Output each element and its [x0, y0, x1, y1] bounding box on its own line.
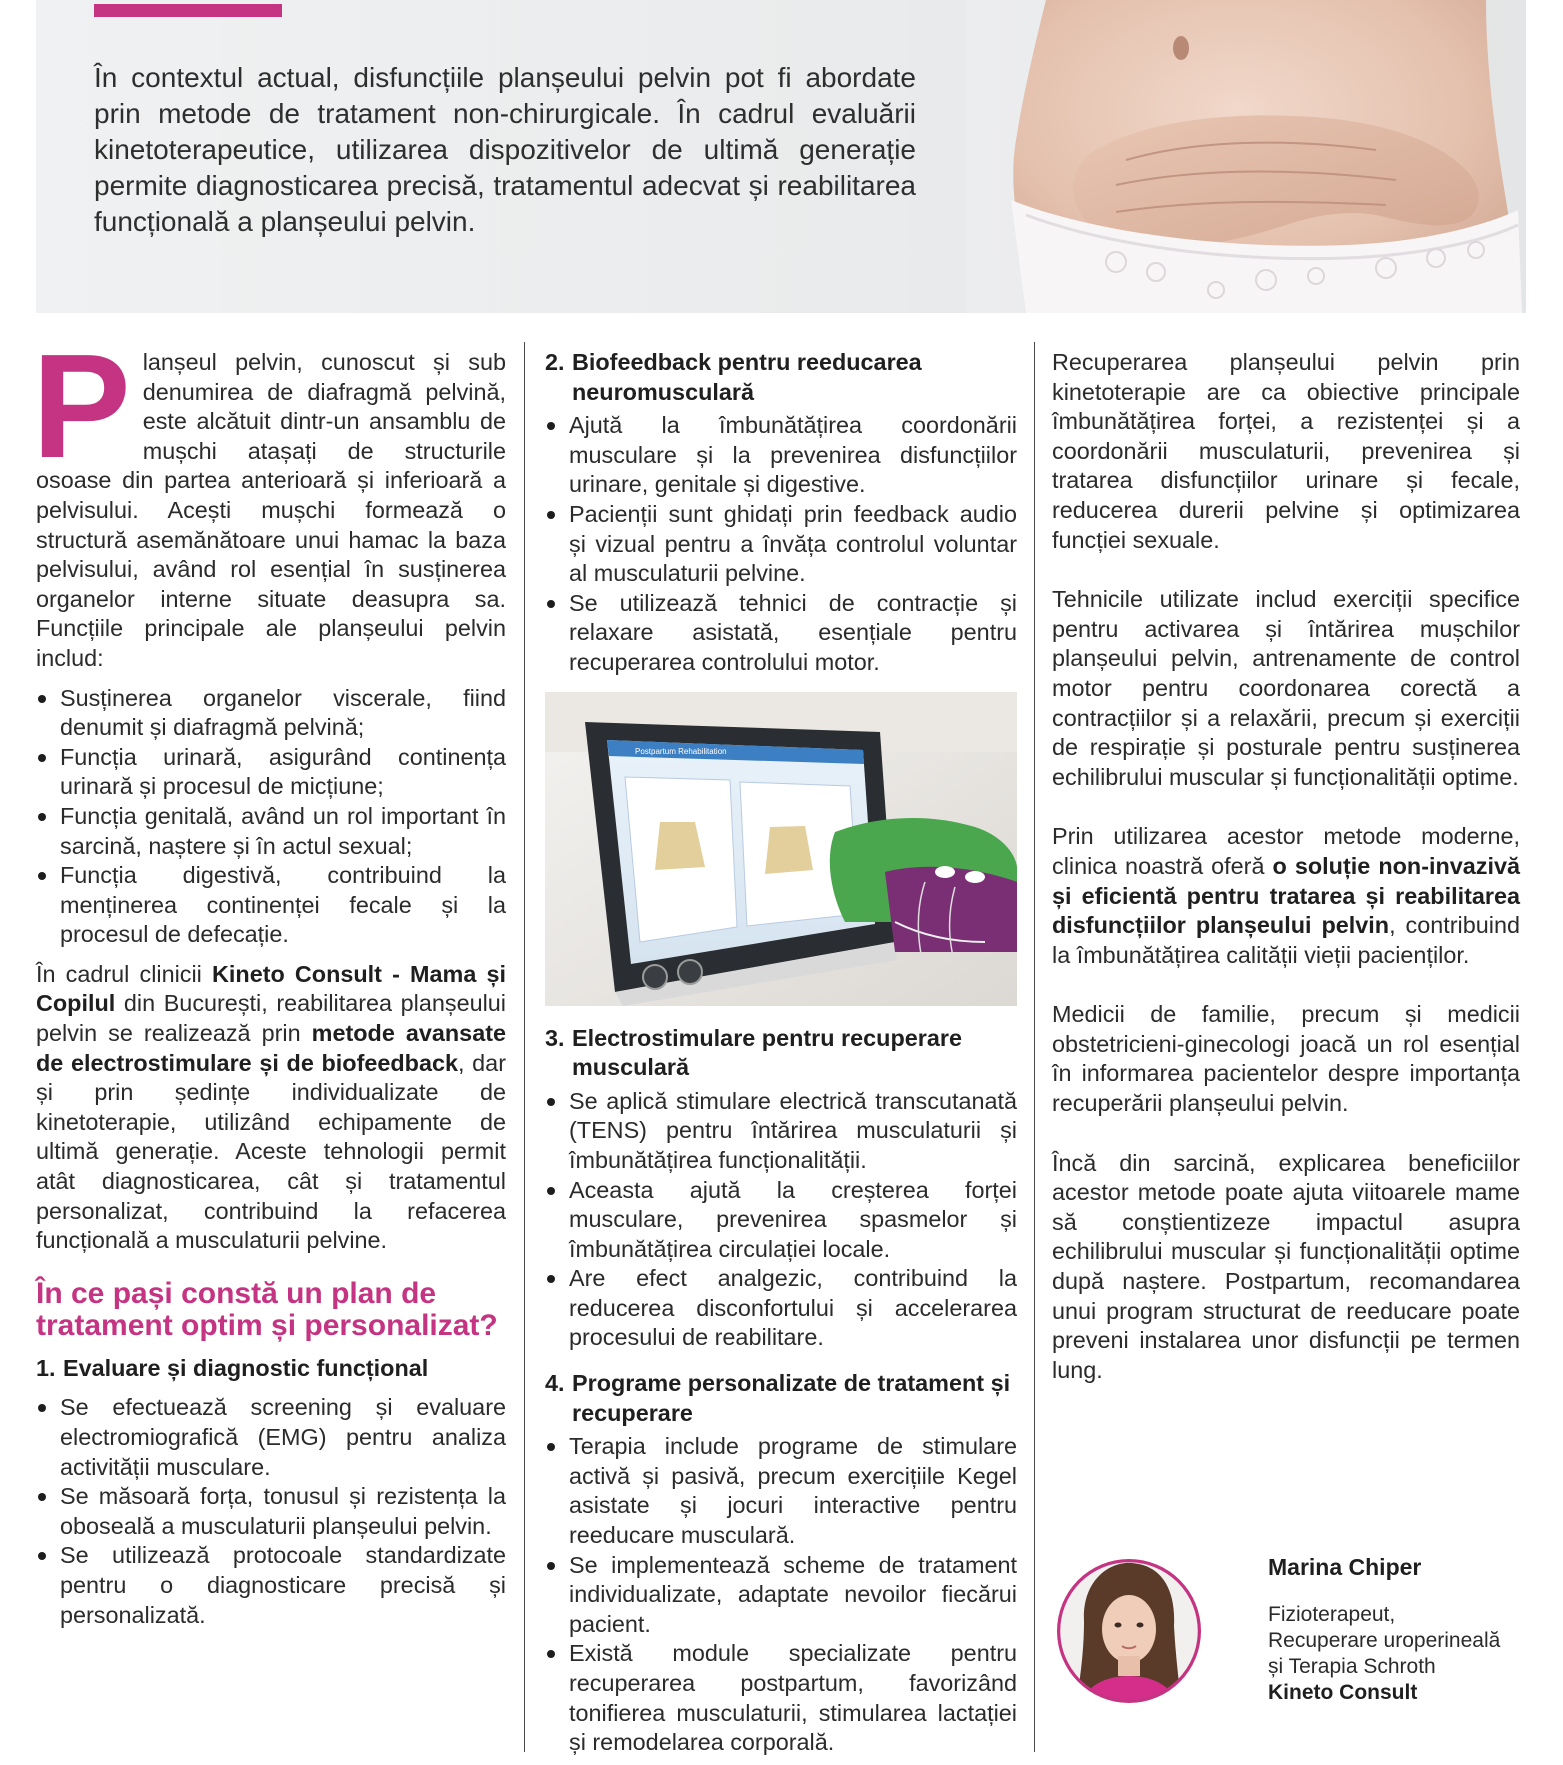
author-info [1268, 1554, 1528, 1706]
column-2 [545, 348, 1017, 1758]
clinic-name: Kineto Consult - Mama și Copilul [36, 960, 506, 1017]
column-3 [1052, 348, 1520, 1385]
intro-text: În contextul actual, disfuncțiile planșeului pelvin pot fi abordate prin metode de tratament non-chirurgicale. În cadrul evaluării kinetoterapeutice, utilizarea dispozitivelor de ultimă generație permite diagnosticarea precisă, tratamentul adecvat și reabilitarea funcțională a planșeului pelvin. [94, 62, 916, 237]
column-1 [32, 324, 506, 1630]
step-1-title: 1. Evaluare și diagnostic funcțional [36, 1354, 429, 1381]
list-item: Funcția urinară, asigurând continența urinară și procesul de micțiune; [36, 743, 506, 802]
step-1-list [36, 1393, 506, 1630]
column-divider-1 [524, 342, 525, 1752]
list-item: Se utilizează protocoale standardizate pentru o diagnosticare precisă și personalizată. [36, 1541, 506, 1630]
author-role: Fizioterapeut, [1268, 1603, 1396, 1626]
objectives-paragraph: Recuperarea planșeului pelvin prin kinetoterapie are ca obiective principale îmbunătățirea forței, a rezistenței și a coordonării musculaturii, prevenirea și tratarea disfuncțiilor urinare și fecale, reducerea durerii pelvine și optimizarea funcției sexuale. [1052, 349, 1520, 553]
methods-highlight: metode avansate de electrostimulare și de biofeedback [36, 1020, 506, 1076]
clinic-paragraph: În cadrul clinicii Kineto Consult - Mama și Copilul din București, reabilitarea planșeului pelvin se realizează prin metode avansate de electrostimulare și de biofeedback, dar și prin ședințe individualizate de kinetoterapie, utilizând echipamente de ultimă generație. Aceste tehnologii permit atât diagnosticarea, cât și tratamentul personalizat, contribuind la refacerea funcțională a musculaturii pelvine. [36, 960, 506, 1254]
list-item: Se aplică stimulare electrică transcutanată (TENS) pentru întărirea musculaturii și îmbunătățirea funcționalității. [545, 1087, 1017, 1176]
list-item: Se efectuează screening și evaluare electromiografică (EMG) pentru analiza activității musculare. [36, 1393, 506, 1482]
step-2-title: 2. Biofeedback pentru reeducarea neuromusculară [545, 349, 922, 405]
list-item: Susținerea organelor viscerale, fiind denumit și diafragmă pelvină; [36, 684, 506, 743]
abdomen-photo [966, 0, 1526, 313]
list-item: Ajută la îmbunătățirea coordonării musculare și la prevenirea disfuncțiilor urinare, genitale și digestive. [545, 411, 1017, 500]
list-item: Funcția genitală, având un rol important în sarcină, naștere și în actul sexual; [36, 802, 506, 861]
list-item: Se implementează scheme de tratament individualizate, adaptate nevoilor fiecărui pacient. [545, 1551, 1017, 1640]
list-item: Funcția digestivă, contribuind la menținerea continenței fecale și la procesul de defecație. [36, 861, 506, 950]
drop-cap: P [32, 324, 131, 489]
list-item: Aceasta ajută la creșterea forței musculare, prevenirea spasmelor și îmbunătățirea circulației locale. [545, 1176, 1017, 1265]
header-banner [36, 0, 1526, 313]
author-clinic: Kineto Consult [1268, 1681, 1418, 1704]
screen-title: Postpartum Rehabilitation [635, 746, 727, 756]
list-item: Are efect analgezic, contribuind la reducerea disconfortului și accelerarea procesului de reabilitare. [545, 1264, 1017, 1353]
list-item: Terapia include programe de stimulare activă și pasivă, precum exercițiile Kegel asistate și jocuri interactive pentru reeducare musculară. [545, 1432, 1017, 1550]
section-heading: În ce pași constă un plan de tratament optim și personalizat? [36, 1276, 498, 1342]
step-3-list [545, 1087, 1017, 1353]
intro-paragraph: Planșeul pelvin, cunoscut și sub denumirea de diafragmă pelvină, este alcătuit dintr-un ansamblu de mușchi atașați de structurile osoase din partea anterioară și inferioară a pelvisului. Acești mușchi formează o structură asemănătoare unui hamac la baza pelvisului, având rol esențial în susținerea organelor interne situate deasupra sa. Funcțiile principale ale planșeului pelvin includ: [32, 324, 506, 671]
pregnancy-paragraph: Încă din sarcină, explicarea beneficiilor acestor metode poate ajuta viitoarele mame să conștientizeze impactul asupra echilibrului muscular și funcționalității optime după naștere. Postpartum, recomandarea unui program structurat de reeducare poate preveni instalarea unor disfuncții pe termen lung. [1052, 1149, 1520, 1383]
functions-list [36, 684, 506, 950]
author-avatar [1054, 1541, 1204, 1721]
solution-highlight: o soluție non-invazivă și eficientă pentru tratarea și reabilitarea disfuncțiilor planșeului pelvin [1052, 852, 1520, 939]
solution-paragraph: Prin utilizarea acestor metode moderne, clinica noastră oferă o soluție non-invazivă și eficientă pentru tratarea și reabilitarea disfuncțiilor planșeului pelvin, contribuind la îmbunătățirea calității vieții pacienților. [1052, 823, 1520, 968]
techniques-paragraph: Tehnicile utilizate includ exerciții specifice pentru activarea și întărirea mușchilor planșeului pelvin, antrenamente de control motor pentru coordonarea corectă a contracțiilor și a relaxării, precum și exerciții de respirație și posturale pentru susținerea echilibrului muscular și funcționalității optime. [1052, 586, 1520, 790]
step-4-title: 4. Programe personalizate de tratament și recuperare [545, 1370, 1011, 1426]
list-item: Se măsoară forța, tonusul și rezistența la oboseală a musculaturii planșeului pelvin. [36, 1482, 506, 1541]
doctors-paragraph: Medicii de familie, precum și medicii obstetricieni-ginecologi joacă un rol esențial în informarea pacientelor despre importanța recuperării planșeului pelvin. [1052, 1001, 1520, 1117]
list-item: Există module specializate pentru recuperarea postpartum, favorizând tonifierea musculaturii, stimularea lactației și remodelarea corporală. [545, 1639, 1017, 1757]
author-name: Marina Chiper [1268, 1554, 1422, 1580]
list-item: Pacienții sunt ghidați prin feedback audio și vizual pentru a învăța controlul voluntar al musculaturii pelvine. [545, 500, 1017, 589]
author-specialty-2: și Terapia Schroth [1268, 1655, 1436, 1678]
author-specialty: Recuperare uroperineală [1268, 1629, 1501, 1652]
step-3-title: 3. Electrostimulare pentru recuperare musculară [545, 1024, 962, 1081]
step-4-list [545, 1432, 1017, 1758]
column-divider-2 [1034, 342, 1035, 1752]
step-2-list [545, 411, 1017, 677]
list-item: Se utilizează tehnici de contracție și relaxare asistată, esențiale pentru recuperarea controlului motor. [545, 589, 1017, 678]
biofeedback-device-photo [545, 692, 1017, 1006]
accent-bar [94, 4, 282, 17]
